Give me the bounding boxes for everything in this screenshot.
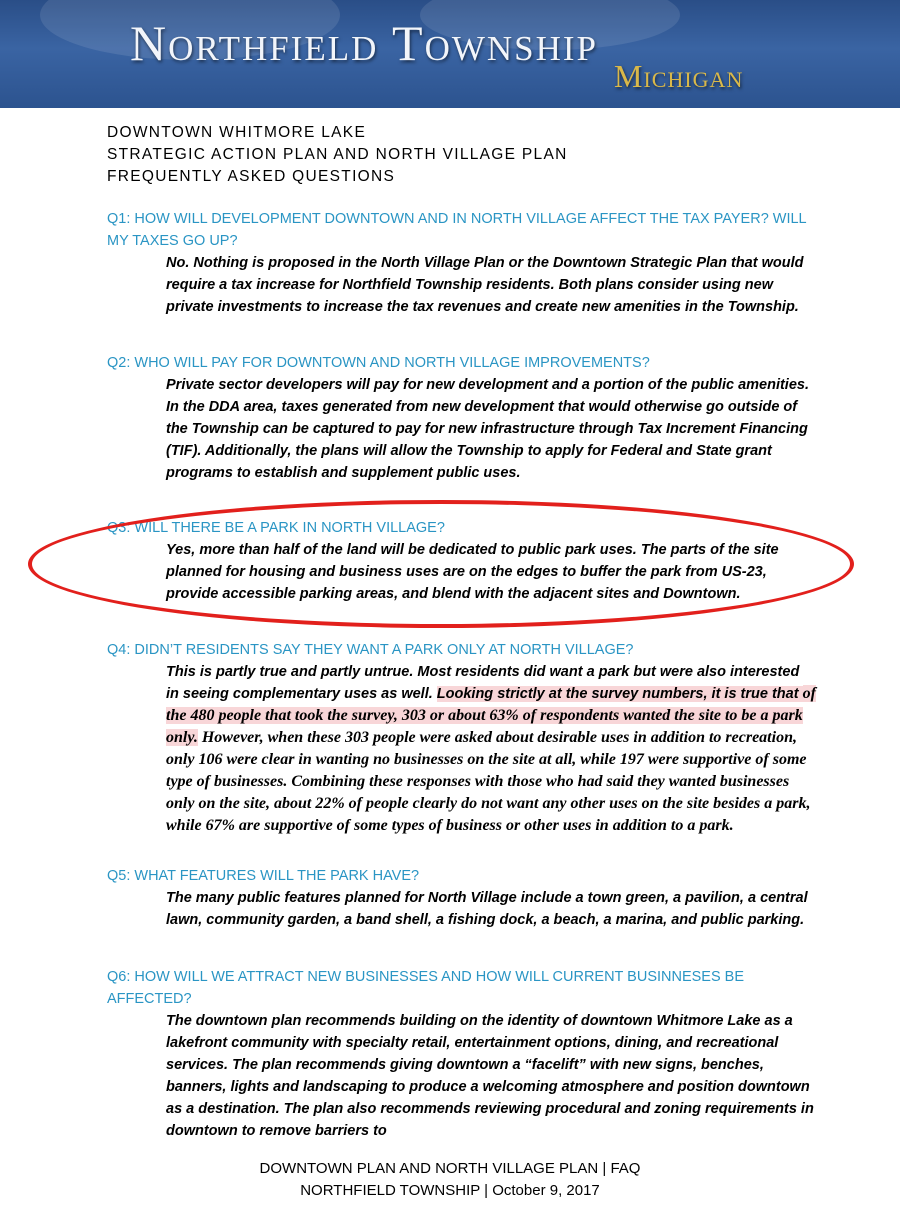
answer-3: Yes, more than half of the land will be dedicated to public park uses. The parts of the site planned for housing and business uses are on the edges to buffer the park from US-23, provide accessible parking areas, and blend with the adjacent sites and Downtown. xyxy=(166,542,779,602)
page-footer xyxy=(0,1158,900,1202)
township-banner xyxy=(0,0,900,108)
header-line: STRATEGIC ACTION PLAN AND NORTH VILLAGE PLAN xyxy=(107,146,568,163)
highlighted-text: Looking strictly at the survey numbers, it is true that xyxy=(436,686,803,702)
question-4: Q4: DIDN’T RESIDENTS SAY THEY WANT A PARK ONLY AT NORTH VILLAGE? xyxy=(107,642,634,658)
answer-2: Private sector developers will pay for new development and a portion of the public amenities. In the DDA area, taxes generated from new development that would otherwise go outside of the Township can be captured to pay for new infrastructure through Tax Increment Financing (TIF). Additionally, the plans will allow the Township to apply for Federal and State grant programs to establish and supplement public uses. xyxy=(166,377,809,481)
answer-1: No. Nothing is proposed in the North Village Plan or the Downtown Strategic Plan that would require a tax increase for Northfield Township residents. Both plans consider using new private investments to increase the tax revenues and create new amenities in the Township. xyxy=(166,255,804,315)
banner-subtitle: Michigan xyxy=(614,58,744,94)
question-1: Q1: HOW WILL DEVELOPMENT DOWNTOWN AND IN NORTH VILLAGE AFFECT THE TAX PAYER? WILL MY TAXES GO UP? xyxy=(107,211,807,249)
document-header xyxy=(107,122,568,188)
question-2: Q2: WHO WILL PAY FOR DOWNTOWN AND NORTH VILLAGE IMPROVEMENTS? xyxy=(107,355,650,371)
question-5: Q5: WHAT FEATURES WILL THE PARK HAVE? xyxy=(107,868,420,884)
question-3: Q3: WILL THERE BE A PARK IN NORTH VILLAGE? xyxy=(107,520,445,536)
header-line: DOWNTOWN WHITMORE LAKE xyxy=(107,124,367,141)
header-line: FREQUENTLY ASKED QUESTIONS xyxy=(107,168,396,185)
highlighted-survey-text: of the 480 people that took the survey, 303 or about 63% of respondents wanted the site to be a park only. xyxy=(166,685,816,746)
answer-6: The downtown plan recommends building on the identity of downtown Whitmore Lake as a lakefront community with specialty retail, entertainment options, dining, and recreational services. The plan recommends giving downtown a “facelift” with new signs, benches, banners, lights and landscaping to produce a welcoming atmosphere and position downtown as a destination. The plan also recommends reviewing procedural and zoning requirements in downtown to remove barriers to xyxy=(166,1013,814,1139)
answer-4-intro: This is partly true and partly untrue. Most residents did want a park but were also interested in seeing complementary uses as well. xyxy=(166,664,800,702)
answer-4 xyxy=(166,661,816,837)
answer-5: The many public features planned for North Village include a town green, a pavilion, a central lawn, community garden, a band shell, a fishing dock, a beach, a marina, and public parking. xyxy=(166,890,808,928)
question-6: Q6: HOW WILL WE ATTRACT NEW BUSINESSES AND HOW WILL CURRENT BUSINNESES BE AFFECTED? xyxy=(107,969,745,1007)
footer-line-2: NORTHFIELD TOWNSHIP | October 9, 2017 xyxy=(300,1182,600,1199)
answer-4-survey-details: However, when these 303 people were asked about desirable uses in addition to recreation, only 106 were clear in wanting no businesses on the site at all, while 197 were supportive of some type of businesses. Combining these responses with those who had said they wanted businesses only on the site, about 22% of people clearly do not want any other uses on the site besides a park, while 67% are supportive of some types of business or other uses in addition to a park. xyxy=(166,729,811,834)
footer-line-1: DOWNTOWN PLAN AND NORTH VILLAGE PLAN | FAQ xyxy=(259,1160,641,1177)
banner-title: Northfield Township xyxy=(130,15,599,71)
